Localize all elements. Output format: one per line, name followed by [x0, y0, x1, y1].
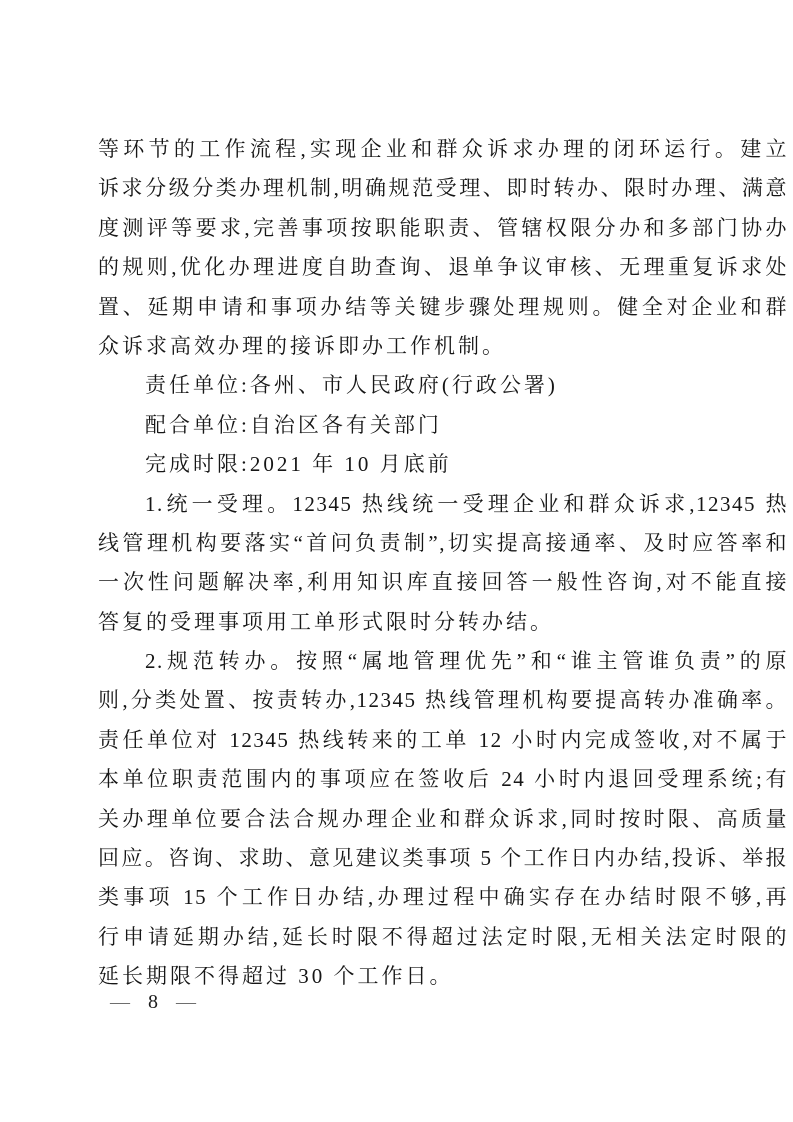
page-number — [110, 991, 196, 1014]
text-line: 一次性问题解决率,利用知识库直接回答一般性咨询,对不能直接 — [98, 570, 788, 595]
text-line: 答复的受理事项用工单形式限时分转办结。 — [98, 609, 554, 634]
text-line: 线管理机构要落实“首问负责制”,切实提高接通率、及时应答率和 — [98, 530, 788, 555]
document-text-block — [98, 130, 788, 997]
text-line: 行申请延期办结,延长时限不得超过法定时限,无相关法定时限的 — [98, 924, 788, 949]
text-line: 度测评等要求,完善事项按职能职责、管辖权限分办和多部门协办 — [98, 215, 788, 240]
text-line: 类事项 15 个工作日办结,办理过程中确实存在办结时限不够,再 — [98, 885, 788, 910]
page-number-value: 8 — [148, 991, 158, 1013]
text-line: 延长期限不得超过 30 个工作日。 — [98, 964, 454, 989]
page-number-dash-right: — — [176, 991, 196, 1013]
text-line: 则,分类处置、按责转办,12345 热线管理机构要提高转办准确率。 — [98, 688, 788, 713]
text-line: 回应。咨询、求助、意见建议类事项 5 个工作日内办结,投诉、举报 — [98, 846, 788, 871]
deadline-line: 完成时限:2021 年 10 月底前 — [145, 452, 452, 477]
text-line: 关办理单位要合法合规办理企业和群众诉求,同时按时限、高质量 — [98, 806, 788, 831]
text-line: 等环节的工作流程,实现企业和群众诉求办理的闭环运行。建立 — [98, 137, 788, 161]
text-line: 诉求分级分类办理机制,明确规范受理、即时转办、限时办理、满意 — [98, 176, 788, 201]
responsible-unit-line: 责任单位:各州、市人民政府(行政公署) — [145, 373, 558, 398]
cooperating-unit-line: 配合单位:自治区各有关部门 — [145, 412, 442, 437]
text-line: 本单位职责范围内的事项应在签收后 24 小时内退回受理系统;有 — [98, 767, 788, 792]
text-line: 责任单位对 12345 热线转来的工单 12 小时内完成签收,对不属于 — [98, 727, 788, 752]
page-number-dash-left: — — [110, 991, 130, 1013]
text-line: 1.统一受理。12345 热线统一受理企业和群众诉求,12345 热 — [145, 491, 788, 516]
text-line: 众诉求高效办理的接诉即办工作机制。 — [98, 333, 506, 358]
text-line: 的规则,优化办理进度自助查询、退单争议审核、无理重复诉求处 — [98, 255, 788, 280]
text-line: 置、延期申请和事项办结等关键步骤处理规则。健全对企业和群 — [98, 294, 788, 319]
text-line: 2.规范转办。按照“属地管理优先”和“谁主管谁负责”的原 — [145, 649, 788, 674]
